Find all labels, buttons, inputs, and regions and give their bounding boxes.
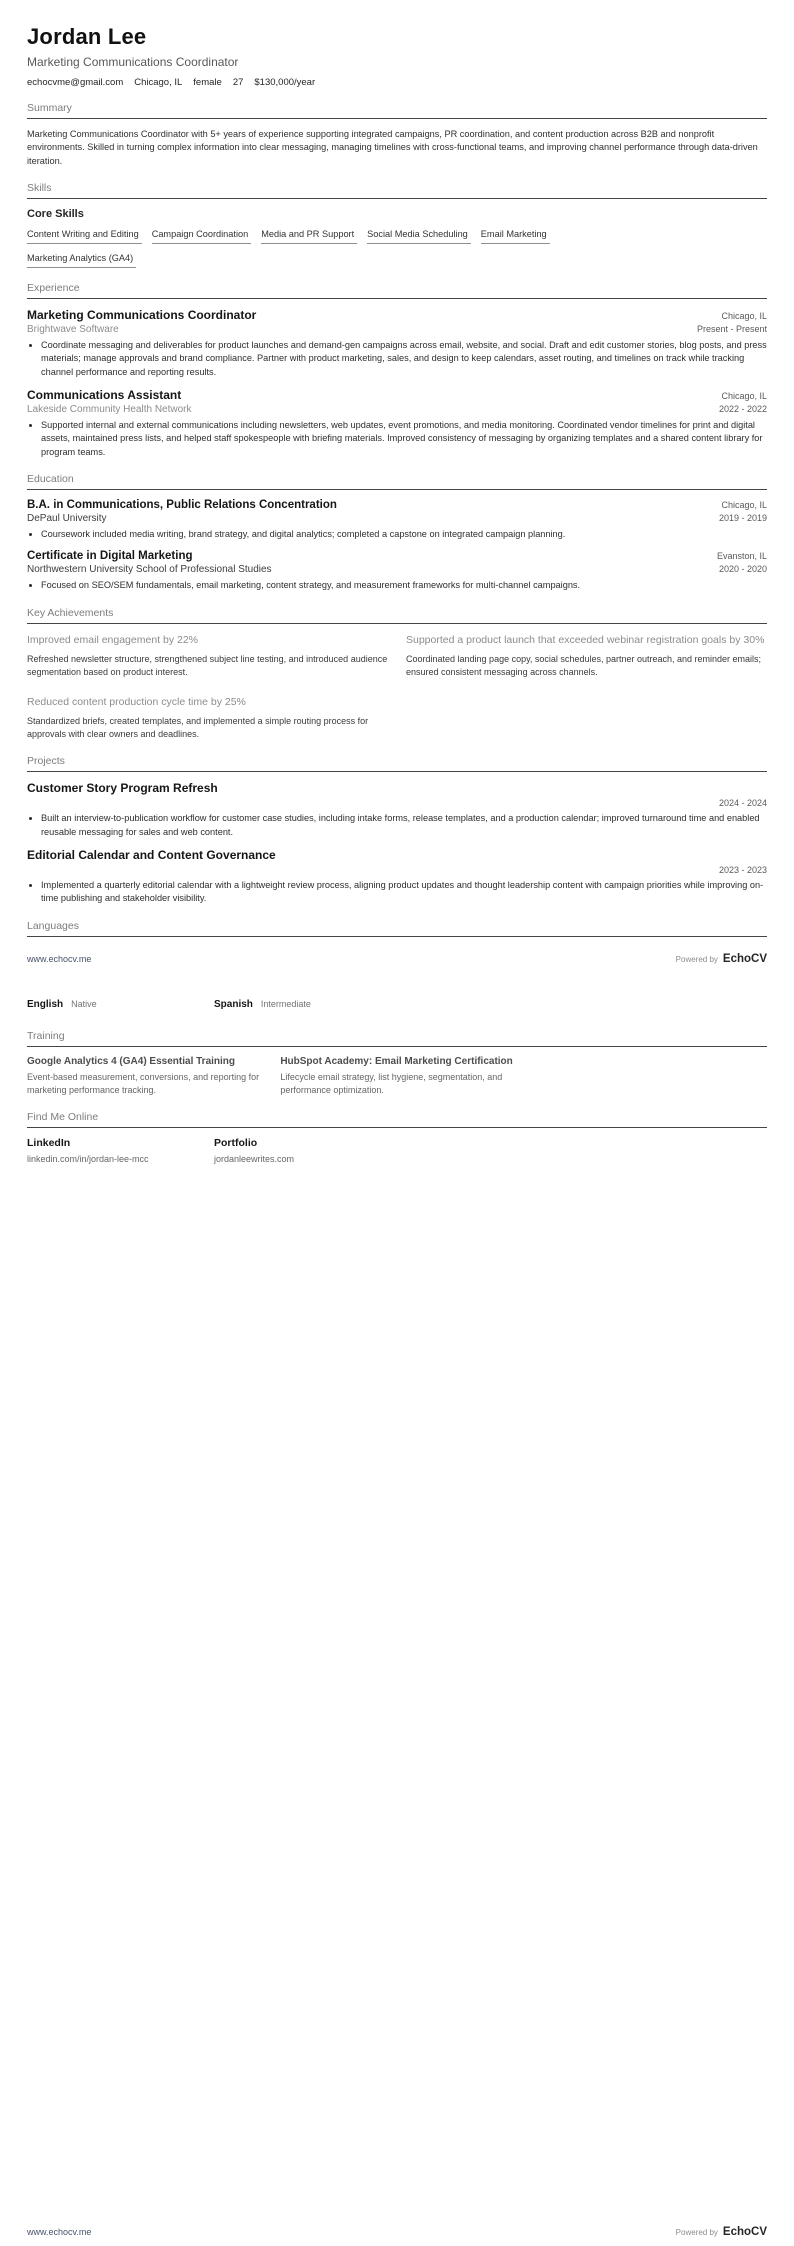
project-bullets — [27, 812, 767, 839]
experience-company-row — [27, 402, 767, 415]
resume-header — [27, 0, 767, 88]
profile-label: LinkedIn — [27, 1136, 71, 1149]
education-bullet: • Coursework included media writing, brand strategy, and digital analytics; completed a capstone on integrated campaign planning. — [41, 528, 767, 541]
contact-salary: $130,000/year — [254, 77, 316, 88]
footer-site-link[interactable]: www.echocv.me — [27, 953, 92, 964]
project-bullet: • Implemented a quarterly editorial calendar with a lightweight review process, aligning product updates and thought leadership content with campaign priorities while improving on-time publishing and stakeholder visibility. — [41, 879, 767, 906]
echocv-brand-link[interactable]: EchoCV — [722, 952, 767, 965]
experience-title-row — [27, 388, 767, 402]
project-title: Editorial Calendar and Content Governance — [27, 848, 276, 862]
experience-heading: Experience — [27, 282, 767, 299]
page-2-footer — [0, 2226, 794, 2238]
achievement-item — [27, 695, 388, 741]
experience-item — [27, 308, 767, 379]
education-title-row — [27, 550, 767, 562]
project-dates: 2023 - 2023 — [718, 865, 767, 875]
skill-chip: Social Media Scheduling — [367, 229, 471, 244]
languages-grid — [27, 999, 767, 1010]
training-grid — [27, 1056, 767, 1097]
achievement-item — [27, 633, 388, 679]
language-level: Native — [71, 998, 97, 1009]
education-item — [27, 550, 767, 592]
project-dates: 2024 - 2024 — [718, 798, 767, 809]
achievements-grid — [27, 633, 767, 742]
languages-section — [27, 920, 767, 937]
profile-label: Portfolio — [214, 1136, 258, 1149]
language-name: Spanish — [214, 998, 253, 1010]
project-item — [27, 781, 767, 839]
training-section — [27, 1030, 767, 1097]
skills-group-title: Core Skills — [27, 208, 84, 221]
education-title-row — [27, 499, 767, 511]
find-me-online-item — [214, 1137, 393, 1167]
project-bullet: • Built an interview-to-publication workflow for customer case studies, including intake forms, release templates, and a production calendar; improved turnaround time and enabled reusable messaging for sales and web content. — [41, 812, 767, 839]
education-school: DePaul University — [27, 513, 107, 525]
education-bullets — [27, 579, 767, 592]
education-bullets — [27, 528, 767, 541]
skills-chip-row — [27, 253, 767, 268]
echocv-brand-link[interactable]: EchoCV — [722, 2226, 767, 2238]
profile-url-link[interactable]: linkedin.com/in/jordan-lee-mcc — [27, 1153, 149, 1164]
experience-company: Lakeside Community Health Network — [27, 404, 192, 416]
project-bullets — [27, 879, 767, 906]
experience-bullet: • Supported internal and external communications including newsletters, web updates, event promotions, and media monitoring. Coordinated vendor timelines for print and digital assets, maintained press lists, and helped staff spokespeople with briefing materials. Improved consistency of messaging by organizing templates and a shared content library for program teams. — [41, 419, 767, 459]
project-item — [27, 848, 767, 906]
education-school-row — [27, 562, 767, 575]
achievements-heading: Key Achievements — [27, 607, 767, 624]
skills-heading: Skills — [27, 182, 767, 199]
contact-age: 27 — [232, 77, 244, 88]
achievement-description: Refreshed newsletter structure, strengthened subject line testing, and introduced audience segmentation based on product interest. — [27, 653, 388, 677]
achievement-description: Coordinated landing page copy, social schedules, partner outreach, and reminder emails; ensured consistent messaging across channels. — [406, 653, 762, 677]
education-degree: B.A. in Communications, Public Relations Concentration — [27, 499, 337, 512]
achievements-section — [27, 607, 767, 742]
summary-heading: Summary — [27, 102, 767, 119]
experience-section — [27, 282, 767, 459]
contact-row — [27, 77, 767, 88]
training-description: Event-based measurement, conversions, and reporting for marketing performance tracking. — [27, 1071, 260, 1095]
skills-section — [27, 182, 767, 268]
candidate-job-title: Marketing Communications Coordinator — [27, 55, 239, 69]
education-location: Chicago, IL — [721, 500, 767, 511]
achievement-item — [406, 633, 767, 679]
experience-item — [27, 388, 767, 459]
achievement-title: Improved email engagement by 22% — [27, 633, 199, 646]
find-me-online-item — [27, 1137, 206, 1167]
experience-title-row — [27, 308, 767, 322]
powered-by-label: Powered by — [675, 954, 718, 964]
footer-site-link[interactable]: www.echocv.me — [27, 2227, 92, 2237]
experience-company-row — [27, 322, 767, 335]
language-item — [214, 999, 393, 1010]
education-dates: 2020 - 2020 — [718, 564, 767, 575]
experience-job-title: Communications Assistant — [27, 388, 182, 403]
powered-by-label: Powered by — [675, 2228, 718, 2237]
training-description: Lifecycle email strategy, list hygiene, segmentation, and performance optimization. — [280, 1071, 503, 1095]
education-location: Evanston, IL — [716, 551, 767, 562]
education-bullet: • Focused on SEO/SEM fundamentals, email marketing, content strategy, and measurement frameworks for multi-channel campaigns. — [41, 579, 767, 592]
page-1-footer — [0, 953, 794, 965]
experience-bullets — [27, 339, 767, 379]
find-me-online-section — [27, 1111, 767, 1167]
experience-dates: Present - Present — [696, 324, 767, 335]
contact-location: Chicago, IL — [134, 77, 183, 88]
page-1-content — [0, 0, 794, 937]
candidate-name: Jordan Lee — [27, 24, 147, 49]
achievement-title: Reduced content production cycle time by 25% — [27, 696, 246, 709]
education-dates: 2019 - 2019 — [718, 513, 767, 524]
page-2-content — [0, 999, 794, 1167]
education-degree: Certificate in Digital Marketing — [27, 550, 193, 563]
skill-chip: Content Writing and Editing — [27, 229, 142, 244]
summary-text: Marketing Communications Coordinator with 5+ years of experience supporting integrated campaigns, PR coordination, and content production across B2B and nonprofit environments. Skilled in turning complex information into clear messaging, managing timelines with cross-functional teams, and improving channel performance through data-driven iteration. — [27, 129, 758, 166]
summary-section — [27, 102, 767, 168]
education-school-row — [27, 511, 767, 524]
language-level: Intermediate — [260, 998, 311, 1009]
training-heading: Training — [27, 1030, 767, 1047]
experience-bullets — [27, 419, 767, 459]
experience-location: Chicago, IL — [721, 311, 767, 322]
experience-bullet: • Coordinate messaging and deliverables for product launches and demand-gen campaigns across email, website, and social. Draft and edit customer stories, blog posts, and press materials; manage approvals and brand compliance. Partner with product marketing, sales, and design to keep calendars, asset routing, and timelines on track while tracking channel performance and reporting results. — [41, 339, 767, 379]
experience-company: Brightwave Software — [27, 324, 119, 336]
skill-chip: Marketing Analytics (GA4) — [27, 253, 136, 268]
skills-chip-row — [27, 229, 767, 244]
training-title: Google Analytics 4 (GA4) Essential Training — [27, 1055, 236, 1067]
experience-job-title: Marketing Communications Coordinator — [27, 308, 257, 323]
experience-location: Chicago, IL — [721, 391, 767, 402]
achievement-title: Supported a product launch that exceeded webinar registration goals by 30% — [406, 633, 765, 646]
training-title: HubSpot Academy: Email Marketing Certification — [280, 1055, 513, 1067]
contact-email: echocvme@gmail.com — [27, 77, 124, 88]
skill-chip: Media and PR Support — [261, 229, 357, 244]
projects-heading: Projects — [27, 755, 767, 772]
skill-chip: Campaign Coordination — [152, 229, 252, 244]
contact-gender: female — [193, 77, 222, 88]
projects-section — [27, 755, 767, 905]
languages-heading: Languages — [27, 920, 767, 937]
education-item — [27, 499, 767, 541]
footer-branding — [676, 2226, 767, 2238]
language-item — [27, 999, 206, 1010]
training-item — [27, 1056, 260, 1097]
footer-branding — [676, 953, 767, 965]
education-school: Northwestern University School of Professional Studies — [27, 564, 272, 576]
achievement-description: Standardized briefs, created templates, and implemented a simple routing process for approvals with clear owners and deadlines. — [27, 716, 369, 740]
profile-url-link[interactable]: jordanleewrites.com — [214, 1153, 295, 1164]
education-heading: Education — [27, 473, 767, 490]
training-item — [280, 1056, 513, 1097]
language-name: English — [27, 998, 64, 1010]
experience-dates: 2022 - 2022 — [718, 404, 767, 415]
skill-chip: Email Marketing — [481, 229, 550, 244]
find-me-online-heading: Find Me Online — [27, 1111, 767, 1128]
project-title: Customer Story Program Refresh — [27, 781, 218, 796]
education-section — [27, 473, 767, 593]
find-me-online-grid — [27, 1137, 767, 1167]
